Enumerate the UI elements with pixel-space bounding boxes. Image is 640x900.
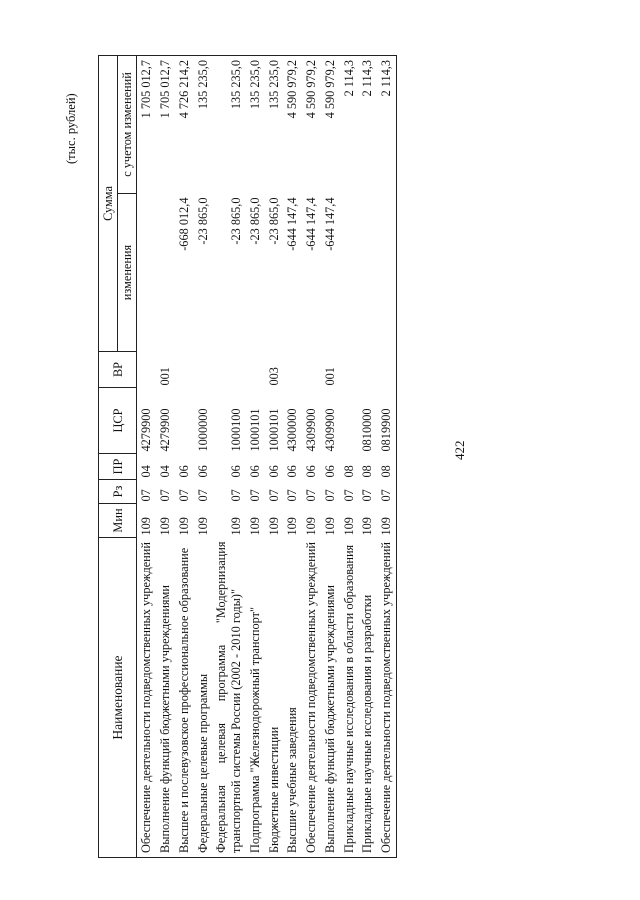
- cell-change: [156, 194, 175, 352]
- cell-vr: [212, 352, 246, 388]
- cell-vr: [283, 352, 302, 388]
- cell-rz: 07: [377, 480, 396, 504]
- cell-pr: 04: [158, 465, 173, 478]
- header-vr: ВР: [99, 352, 137, 388]
- cell-pr: 08: [360, 465, 375, 478]
- cell-change: -644 147,4: [285, 197, 300, 251]
- cell-csr: 1000100: [229, 408, 244, 452]
- cell-pr: 08: [341, 465, 356, 478]
- cell-rz: 07: [304, 489, 319, 502]
- cell-name: Федеральная целевая программа "Модернизация транспортной системы России (2002 - 2010 годы)": [212, 538, 246, 858]
- table-row: [212, 55, 246, 857]
- cell-csr: 0810000: [360, 408, 375, 452]
- cell-change: -23 865,0: [195, 197, 210, 245]
- unit-note: (тыс. рублей): [64, 93, 78, 164]
- cell-name: Обеспечение деятельности подведомственных учреждений: [302, 538, 321, 858]
- table-row: [302, 55, 321, 857]
- cell-min: 109: [176, 517, 191, 536]
- cell-rz: 07: [195, 489, 210, 502]
- cell-total: 135 235,0: [212, 55, 246, 193]
- cell-min: 109: [360, 517, 375, 536]
- cell-min: 109: [285, 517, 300, 536]
- cell-rz: 07: [285, 489, 300, 502]
- cell-csr: 1000101: [247, 408, 262, 452]
- cell-rz: 07: [229, 489, 244, 502]
- cell-vr: [302, 352, 321, 388]
- cell-csr: 4309900: [322, 408, 337, 452]
- cell-pr: 06: [266, 465, 281, 478]
- cell-rz: 07: [341, 489, 356, 502]
- cell-csr: 4279900: [139, 408, 154, 452]
- cell-name: Высшее и послевузовское профессиональное образование: [175, 538, 194, 858]
- cell-min: 109: [322, 517, 337, 536]
- cell-min: 109: [341, 517, 356, 536]
- cell-name: Выполнение функций бюджетными учреждениями: [321, 538, 340, 858]
- cell-csr: [175, 388, 194, 454]
- cell-vr: 003: [266, 367, 281, 386]
- cell-total: 1 705 012,7: [156, 55, 175, 193]
- cell-rz: 07: [158, 489, 173, 502]
- cell-pr: 06: [285, 465, 300, 478]
- header-pr: ПР: [99, 454, 137, 480]
- cell-vr: [137, 352, 156, 388]
- table-row: [321, 55, 340, 857]
- cell-name: Подпрограмма "Железнодорожный транспорт": [246, 538, 265, 858]
- cell-name: Бюджетные инвестиции: [265, 538, 284, 858]
- cell-name: Выполнение функций бюджетными учреждениями: [156, 538, 175, 858]
- cell-min: 109: [266, 517, 281, 536]
- cell-csr: 4279900: [158, 408, 173, 452]
- cell-csr: 0819900: [377, 388, 396, 454]
- table-row: [194, 55, 213, 857]
- cell-rz: 07: [266, 489, 281, 502]
- cell-change: [358, 194, 377, 352]
- cell-vr: [246, 352, 265, 388]
- cell-csr: 1000000: [195, 408, 210, 452]
- table-row: [377, 55, 396, 857]
- cell-min: 109: [195, 517, 210, 536]
- table-row: [265, 55, 284, 857]
- cell-pr: 06: [247, 465, 262, 478]
- cell-pr: 04: [139, 465, 154, 478]
- cell-total: 2 114,3: [340, 55, 359, 193]
- cell-pr: 06: [195, 465, 210, 478]
- cell-total: 4 726 214,2: [175, 55, 194, 193]
- cell-change: [377, 194, 396, 352]
- cell-change: -644 147,4: [304, 197, 319, 251]
- cell-change: -668 012,4: [176, 197, 191, 251]
- table-row: [358, 55, 377, 857]
- budget-table: [98, 55, 397, 858]
- header-summa: Сумма: [99, 55, 118, 351]
- cell-vr: [340, 352, 359, 388]
- cell-rz: 07: [139, 489, 154, 502]
- cell-total: 1 705 012,7: [137, 55, 156, 193]
- cell-vr: [194, 352, 213, 388]
- cell-total: 2 114,3: [377, 55, 396, 193]
- header-change: изменения: [118, 194, 137, 352]
- header-min: Мин: [99, 504, 137, 538]
- cell-vr: [377, 352, 396, 388]
- cell-min: 109: [139, 517, 154, 536]
- cell-csr: 4309900: [304, 408, 319, 452]
- cell-name: Высшие учебные заведения: [283, 538, 302, 858]
- cell-name: Федеральные целевые программы: [194, 538, 213, 858]
- cell-vr: [175, 352, 194, 388]
- cell-min: 109: [229, 517, 244, 536]
- cell-change: -23 865,0: [266, 197, 281, 245]
- table-row: [175, 55, 194, 857]
- cell-name: Обеспечение деятельности подведомственных учреждений: [377, 538, 396, 858]
- cell-min: 109: [304, 517, 319, 536]
- cell-name: Прикладные научные исследования и разработки: [358, 538, 377, 858]
- cell-total: 4 590 979,2: [302, 55, 321, 193]
- cell-name: Обеспечение деятельности подведомственных учреждений: [137, 538, 156, 858]
- table-body: [137, 55, 397, 857]
- cell-name: Прикладные научные исследования в области образования: [340, 538, 359, 858]
- cell-change: -644 147,4: [322, 197, 337, 251]
- cell-total: 135 235,0: [194, 55, 213, 193]
- page-number: 422: [452, 440, 467, 460]
- header-rz: Рз: [99, 480, 137, 504]
- header-name: Наименование: [99, 538, 137, 858]
- cell-change: -23 865,0: [247, 197, 262, 245]
- cell-change: [340, 194, 359, 352]
- header-row-1: [99, 55, 118, 857]
- cell-min: 109: [158, 517, 173, 536]
- cell-csr: 1000101: [266, 408, 281, 452]
- cell-min: 109: [247, 517, 262, 536]
- table-row: [246, 55, 265, 857]
- cell-csr: [340, 388, 359, 454]
- table-row: [340, 55, 359, 857]
- cell-total: 4 590 979,2: [283, 55, 302, 193]
- cell-total: 2 114,3: [358, 55, 377, 193]
- cell-rz: 07: [247, 489, 262, 502]
- cell-vr: 001: [322, 367, 337, 386]
- cell-pr: 06: [229, 465, 244, 478]
- cell-pr: 06: [176, 465, 191, 478]
- table-row: [156, 55, 175, 857]
- cell-change: -23 865,0: [229, 197, 244, 245]
- cell-pr: 06: [304, 465, 319, 478]
- cell-rz: 07: [360, 489, 375, 502]
- cell-total: 135 235,0: [246, 55, 265, 193]
- cell-min: 109: [377, 504, 396, 538]
- cell-vr: 001: [158, 367, 173, 386]
- cell-vr: [358, 352, 377, 388]
- cell-total: 135 235,0: [265, 55, 284, 193]
- header-csr: ЦСР: [99, 388, 137, 454]
- header-with-changes: с учетом изменений: [118, 55, 137, 193]
- cell-pr: 08: [377, 454, 396, 480]
- cell-csr: 4300000: [285, 408, 300, 452]
- cell-change: [137, 194, 156, 352]
- cell-rz: 07: [322, 489, 337, 502]
- cell-pr: 06: [322, 465, 337, 478]
- table-row: [137, 55, 156, 857]
- cell-rz: 07: [176, 489, 191, 502]
- table-row: [283, 55, 302, 857]
- cell-total: 4 590 979,2: [321, 55, 340, 193]
